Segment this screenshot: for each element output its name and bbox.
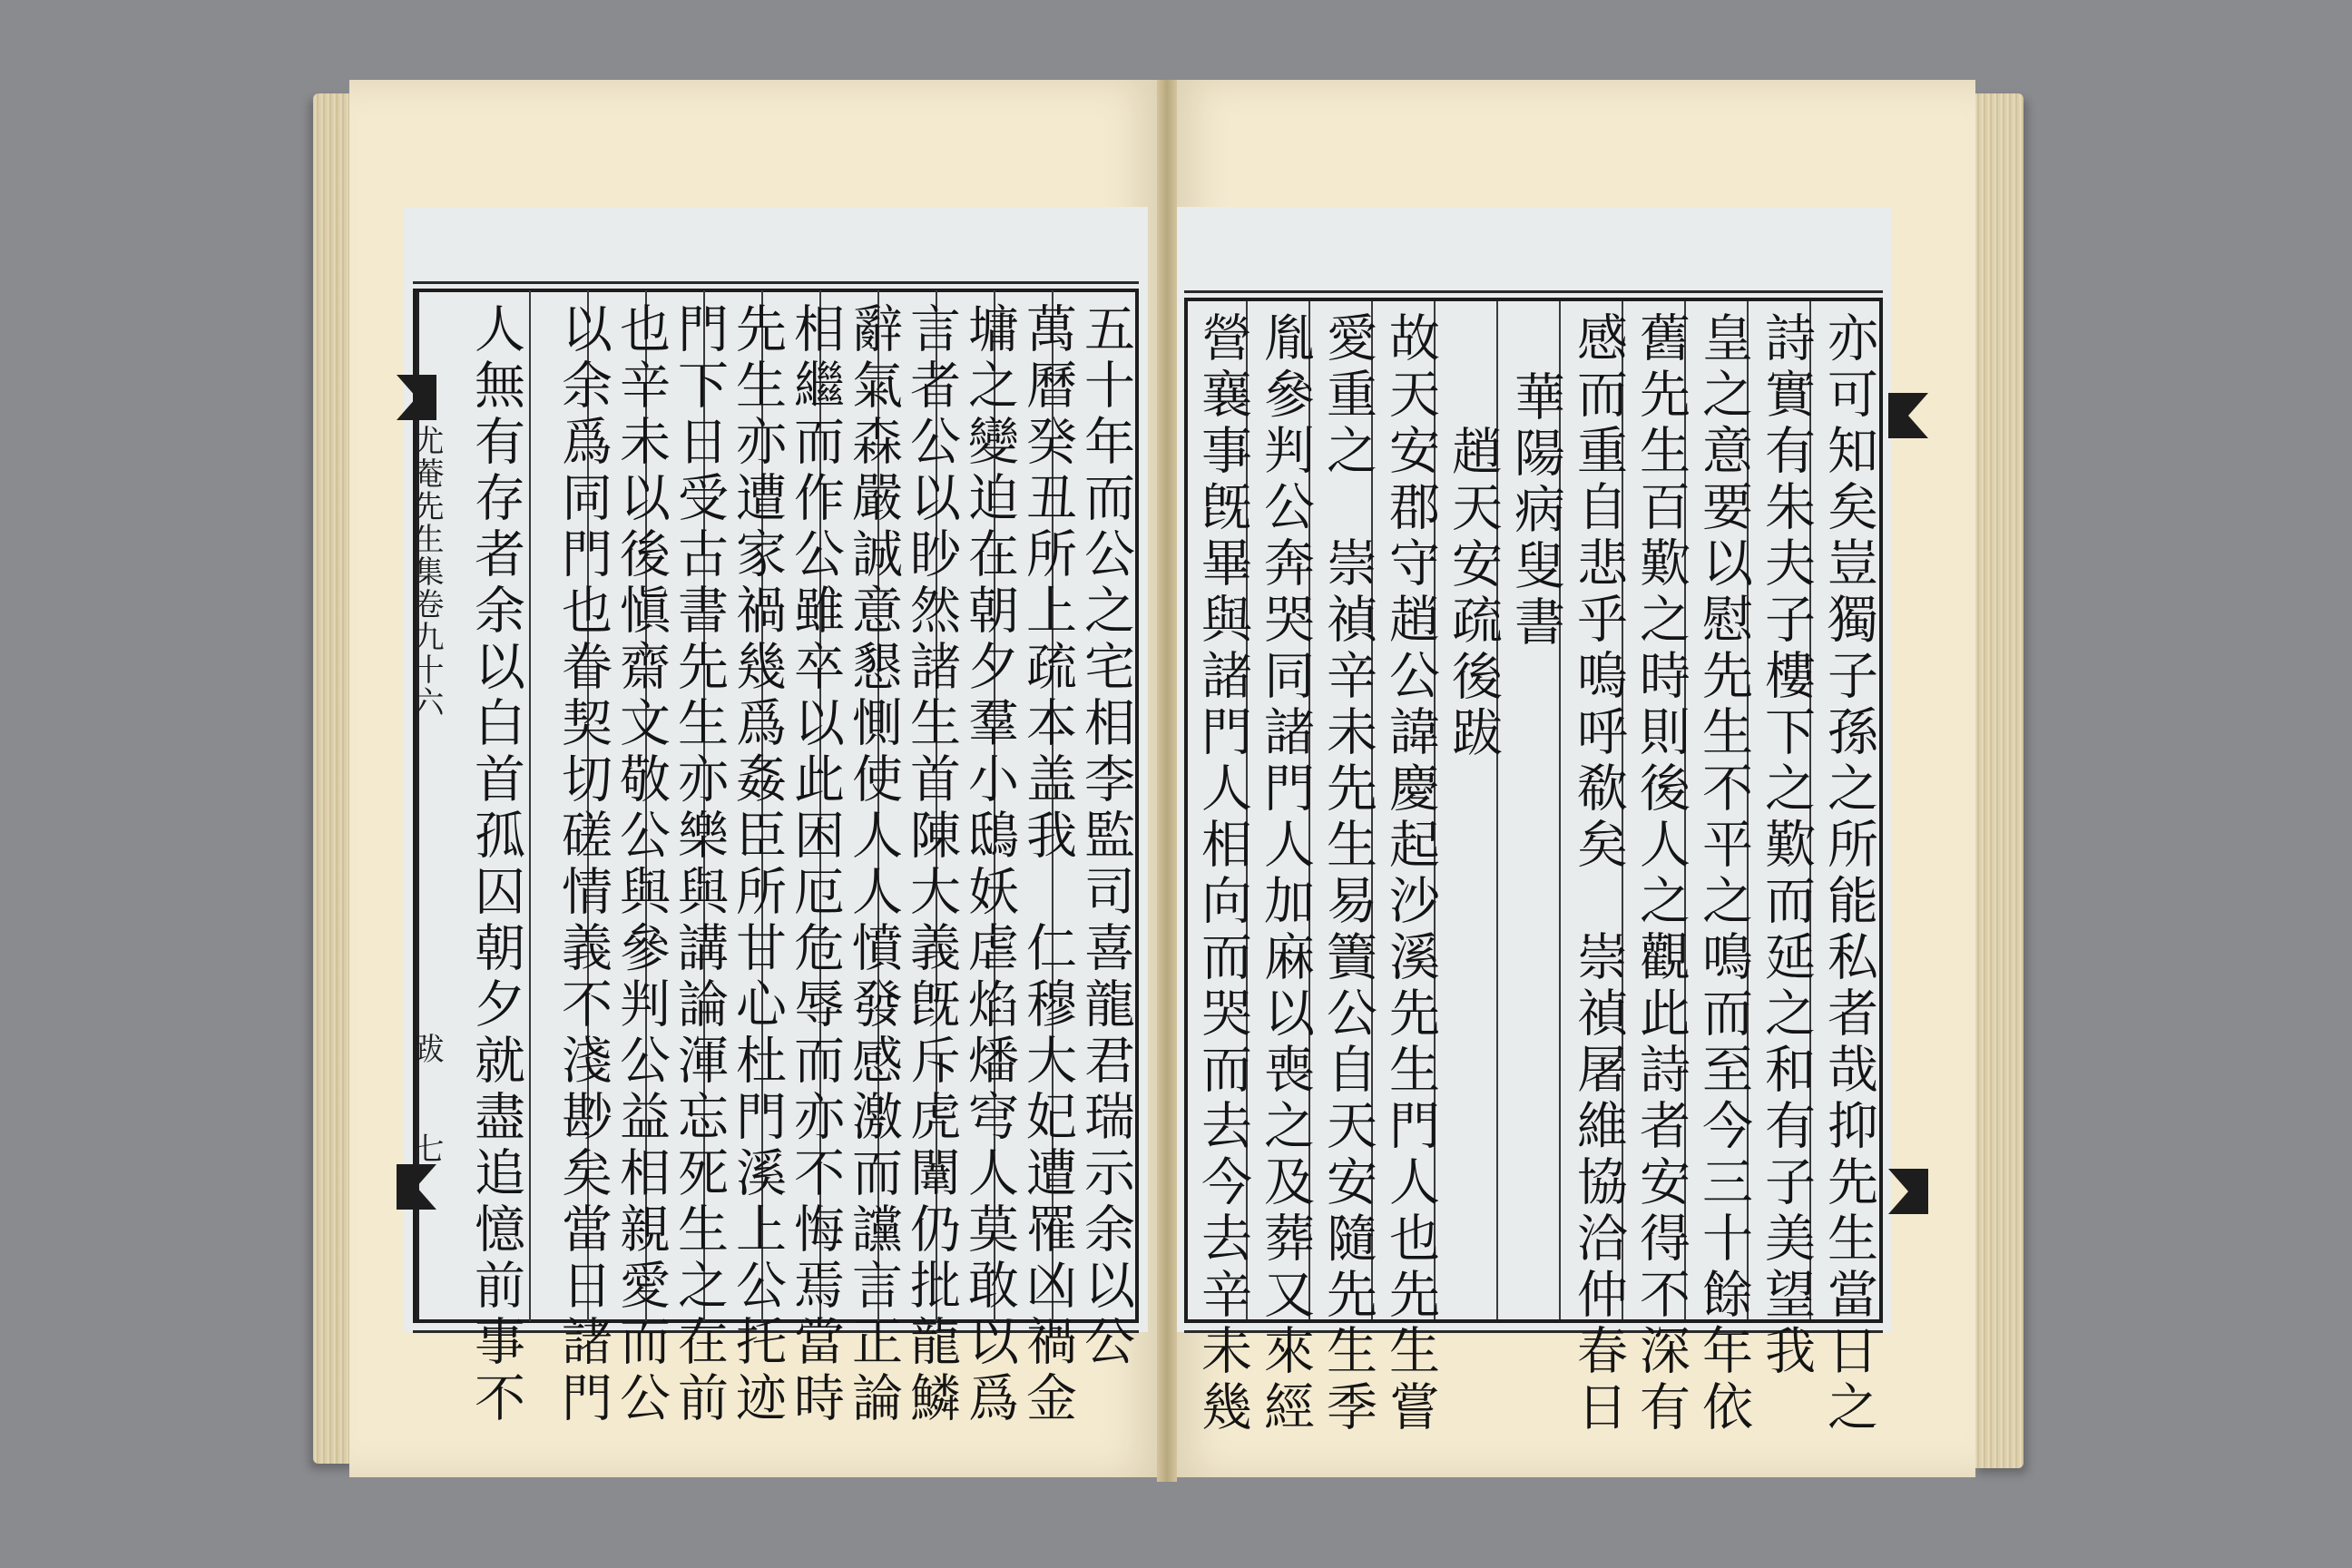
text-column: 故天安郡守趙公諱慶起沙溪先生門人也先生嘗 bbox=[1381, 311, 1440, 1436]
fish-tail-mark-icon bbox=[1888, 1169, 1928, 1214]
signature-line: 華陽病叟書 bbox=[1506, 370, 1565, 652]
text-column: 五十年而公之宅相李監司喜龍君瑞示余以公 bbox=[1076, 302, 1135, 1371]
text-column: 亦可知矣豈獨子孫之所能私者哉抑先生當日之 bbox=[1819, 311, 1878, 1436]
text-column: 以余爲同門也眷契切磋情義不淺尠矣當日諸門 bbox=[554, 302, 612, 1427]
page-number: 七 bbox=[407, 1132, 444, 1165]
text-column: 先生亦遭家禍幾爲姦臣所甘心杜門溪上公托迹 bbox=[728, 302, 787, 1427]
running-title: 尤菴先生集卷九十六 bbox=[407, 425, 444, 719]
text-column: 墉之變迫在朝夕羣小鴟妖虐焰燔穹人莫敢以爲 bbox=[960, 302, 1019, 1427]
text-column: 萬曆癸丑所上疏本盖我 仁穆大妃遭罹凶禍金 bbox=[1018, 302, 1077, 1427]
text-column: 相繼而作公雖卒以此困厄危辱而亦不悔焉當時 bbox=[786, 302, 845, 1427]
text-column: 愛重之 崇禎辛未先生易簀公自天安隨先生季 bbox=[1318, 311, 1377, 1436]
text-column: 皇之意要以慰先生不平之鳴而至今三十餘年依 bbox=[1694, 311, 1753, 1436]
right-page-block-edge bbox=[1974, 93, 2024, 1468]
book-gutter bbox=[1157, 80, 1177, 1482]
text-column: 詩實有朱夫子樓下之歎而延之和有子美望我 bbox=[1757, 311, 1816, 1380]
text-column: 言者公以眇然諸生首陳大義旣斥虎闈仍批龍鱗 bbox=[902, 302, 961, 1427]
text-column: 舊先生百歎之時則後人之觀此詩者安得不深有 bbox=[1632, 311, 1690, 1436]
section-heading: 趙天安疏後跋 bbox=[1444, 425, 1503, 762]
text-column: 人無有存者余以白首孤囚朝夕就盡追憶前事不 bbox=[466, 302, 525, 1427]
section-mark: 跋 bbox=[407, 1033, 444, 1065]
fish-tail-mark-icon bbox=[397, 1164, 436, 1210]
text-column: 營襄事旣畢與諸門人相向而哭而去今去辛未幾 bbox=[1193, 311, 1252, 1436]
text-column: 胤參判公奔哭同諸門人加麻以喪之及葬又來經 bbox=[1256, 311, 1315, 1436]
left-page bbox=[349, 80, 1166, 1477]
text-column: 感而重自悲乎嗚呼欷矣 崇禎屠維協洽仲春日 bbox=[1569, 311, 1628, 1436]
left-top-rule bbox=[413, 281, 1139, 284]
open-book bbox=[313, 80, 2024, 1482]
fish-tail-mark-icon bbox=[397, 375, 436, 420]
text-column: 也辛未以後愼齋文敬公與參判公益相親愛而公 bbox=[612, 302, 671, 1427]
text-column: 門下日受古書先生亦樂與講論渾忘死生之在前 bbox=[670, 302, 729, 1427]
right-top-rule bbox=[1184, 290, 1883, 293]
column-divider bbox=[529, 290, 531, 1321]
fish-tail-mark-icon bbox=[1888, 393, 1928, 438]
text-column: 辭氣森嚴誠意懇惻使人人憤發感激而讜言正論 bbox=[844, 302, 903, 1427]
right-page bbox=[1166, 80, 1975, 1477]
